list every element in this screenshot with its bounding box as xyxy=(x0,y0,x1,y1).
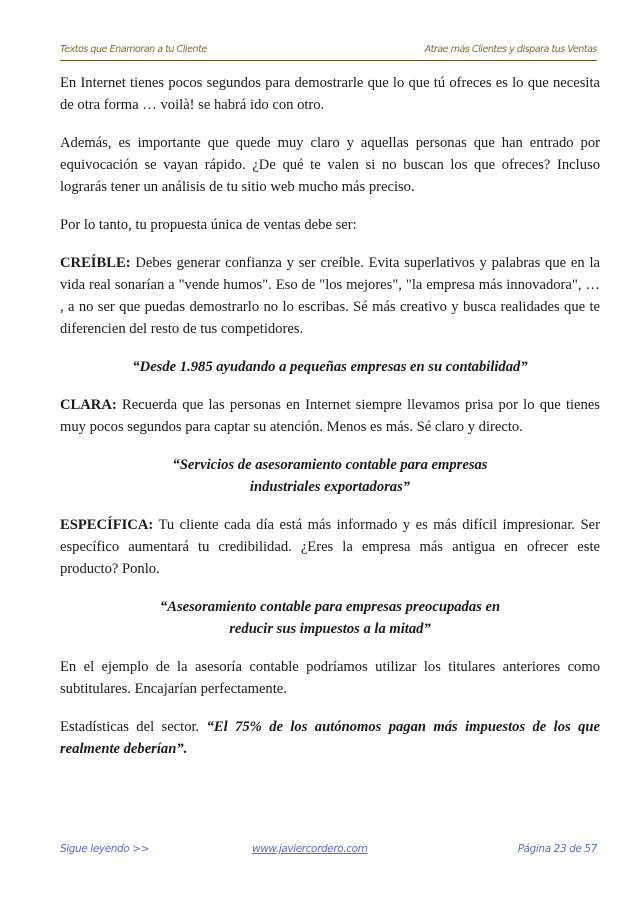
especifica-text: Tu cliente cada día está más informado y es más difícil impresionar. Ser específico aumentará tu credibilidad. ¿Eres la empresa más antigua en ofrecer este producto? Ponlo. xyxy=(60,517,600,577)
paragraph-ejemplo: En el ejemplo de la asesoría contable podríamos utilizar los titulares anteriores como subtitulares. Encajarían perfectamente. xyxy=(60,659,600,697)
header-right-title: Atrae más Clientes y dispara tus Ventas xyxy=(424,44,597,55)
header-divider xyxy=(60,60,597,61)
paragraph-ademas: Además, es importante que quede muy claro y aquellas personas que han entrado por equivocación se vayan rápido. ¿De qué te valen si no buscan los que ofreces? Incluso lograrás tener un análisis de tu sitio web mucho más preciso. xyxy=(60,135,600,195)
header-left-title: Textos que Enamoran a tu Cliente xyxy=(60,44,207,55)
clara-label: CLARA: xyxy=(60,397,117,413)
quote-especifica-line-2: reducir sus impuestos a la mitad” xyxy=(229,621,431,637)
quote-creible-example: “Desde 1.985 ayudando a pequeñas empresas en su contabilidad” xyxy=(132,359,528,375)
quote-especifica-example xyxy=(60,596,600,640)
paragraph-clara xyxy=(60,394,600,438)
paragraph-intro: En Internet tienes pocos segundos para demostrarle que lo que tú ofreces es lo que necesita de otra forma … voilà! se habrá ido con otro. xyxy=(60,75,600,113)
footer-page-number: Página 23 de 57 xyxy=(517,843,597,855)
footer-website-link[interactable]: www.javiercordero.com xyxy=(252,843,368,855)
estadisticas-lead: Estadísticas del sector. xyxy=(60,719,207,735)
creible-text: Debes generar confianza y ser creíble. Evita superlativos y palabras que en la vida real sonarían a "vende humos". Eso de "los mejores", "la empresa más innovadora", … , a no ser que puedas demostrarlo no lo escribas. Sé más creativo y busca realidades que te diferencien del resto de tus competidores. xyxy=(60,255,600,337)
page-header xyxy=(60,44,597,58)
paragraph-especifica xyxy=(60,514,600,580)
footer-continue-link[interactable]: Sigue leyendo >> xyxy=(60,843,150,855)
quote-clara-line-1: “Servicios de asesoramiento contable para empresas xyxy=(172,457,488,473)
estadisticas-quote: “El 75% de los autónomos pagan más impuestos de los que realmente deberían”. xyxy=(60,719,600,757)
creible-label: CREÍBLE: xyxy=(60,255,131,271)
paragraph-por-lo-tanto: Por lo tanto, tu propuesta única de ventas debe ser: xyxy=(60,217,357,233)
quote-clara-line-2: industriales exportadoras” xyxy=(249,479,411,495)
paragraph-creible xyxy=(60,252,600,340)
page-footer xyxy=(60,843,597,859)
paragraph-estadisticas xyxy=(60,716,600,760)
especifica-label: ESPECÍFICA: xyxy=(60,517,154,533)
quote-clara-example xyxy=(60,454,600,498)
clara-text: Recuerda que las personas en Internet siempre llevamos prisa por lo que tienes muy pocos segundos para captar su atención. Menos es más. Sé claro y directo. xyxy=(60,397,600,435)
page-body xyxy=(60,72,600,776)
quote-especifica-line-1: “Asesoramiento contable para empresas preocupadas en xyxy=(159,599,501,615)
